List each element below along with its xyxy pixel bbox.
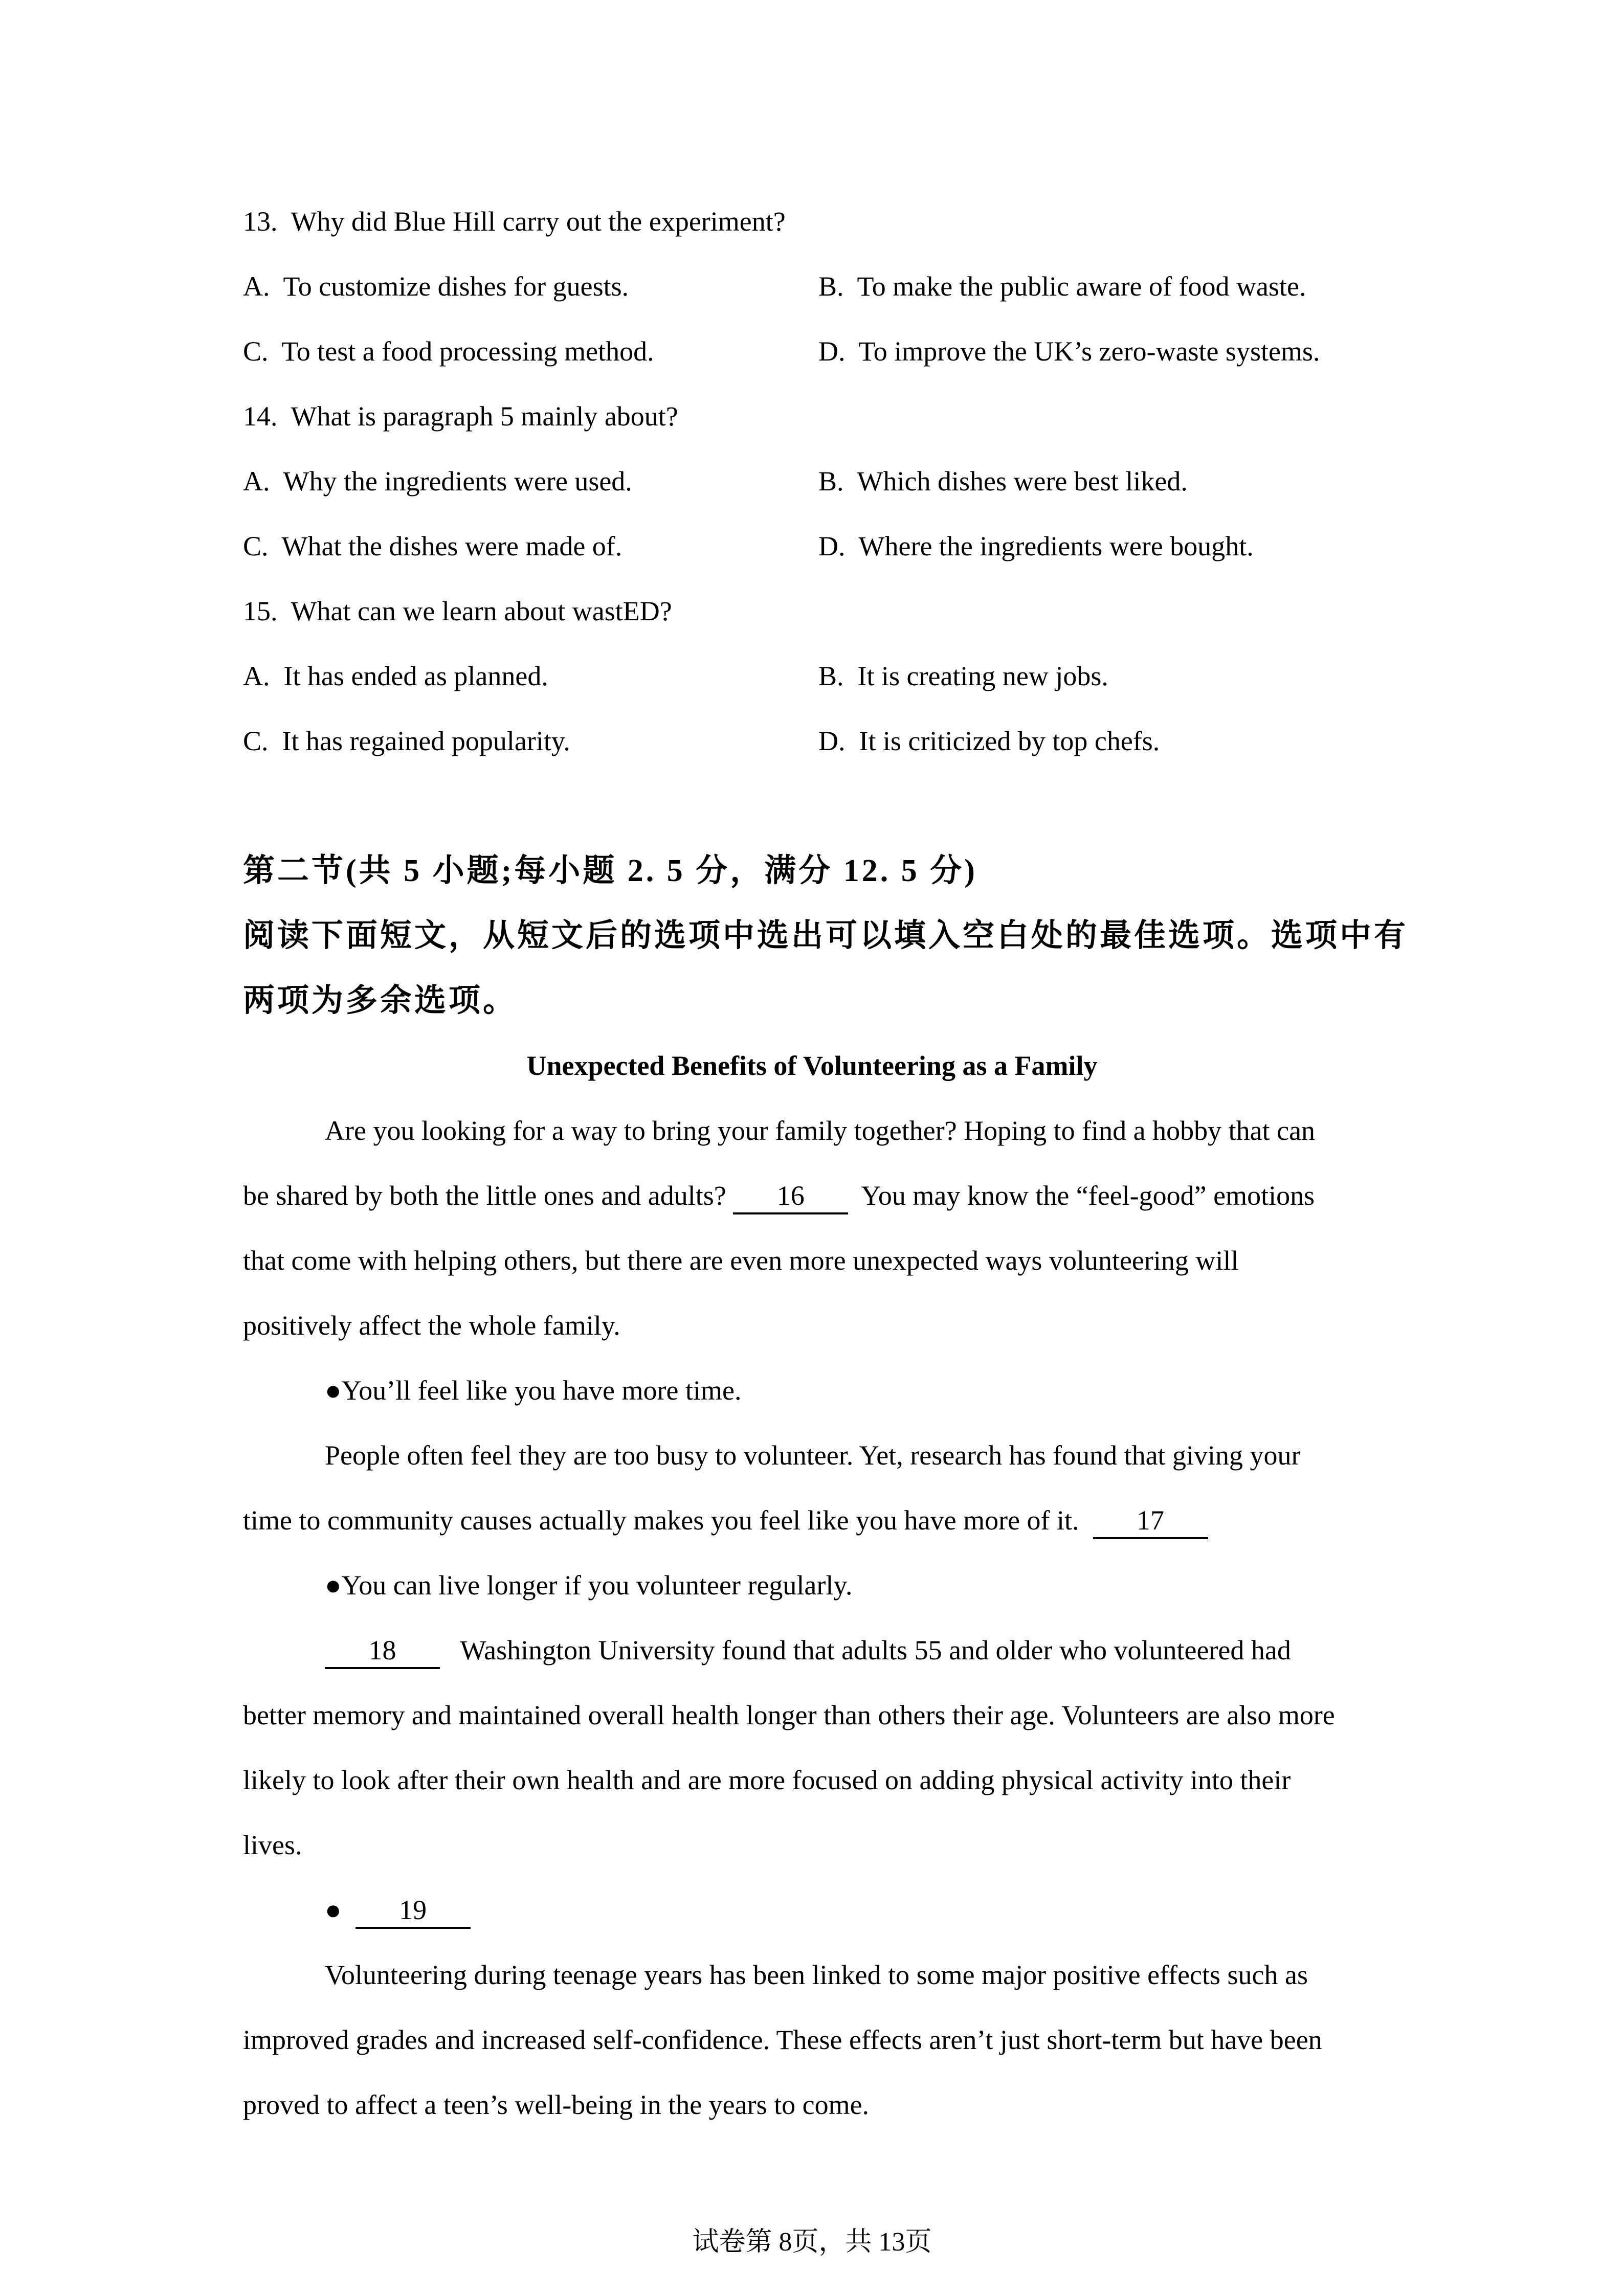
passage-text: time to community causes actually makes you feel like you have more of it.	[243, 1505, 1093, 1536]
passage-line: better memory and maintained overall health longer than others their age. Volunteers are also more	[243, 1700, 1335, 1730]
page-content	[243, 189, 1409, 2137]
passage-line: People often feel they are too busy to volunteer. Yet, research has found that giving your	[325, 1440, 1301, 1471]
question-13-options-ab	[243, 254, 1381, 319]
passage-line: improved grades and increased self-confidence. These effects aren’t just short-term but have been	[243, 2024, 1322, 2055]
option-14-c: C. What the dishes were made of.	[243, 531, 622, 561]
passage-line: Are you looking for a way to bring your family together? Hoping to find a hobby that can	[325, 1115, 1316, 1146]
passage-line: lives.	[243, 1830, 302, 1860]
section-gap	[243, 774, 1381, 839]
passage-text: be shared by both the little ones and adults?	[243, 1180, 733, 1211]
option-14-a: A. Why the ingredients were used.	[243, 466, 632, 497]
blank-17: 17	[1093, 1506, 1208, 1539]
bullet-symbol: ●	[325, 1895, 355, 1925]
passage-line-with-blank-18	[243, 1618, 1381, 1683]
passage-bullet-line-with-blank-19	[243, 1878, 1381, 1943]
question-14-options-ab	[243, 449, 1381, 514]
passage-text: You may know the “feel-good” emotions	[848, 1180, 1315, 1211]
option-15-b: B. It is creating new jobs.	[818, 661, 1108, 691]
passage-bullet-line: ●You can live longer if you volunteer regularly.	[325, 1570, 853, 1601]
question-15-options-cd	[243, 709, 1381, 774]
question-13-options-cd	[243, 319, 1381, 384]
question-14-options-cd	[243, 514, 1381, 579]
option-15-a: A. It has ended as planned.	[243, 661, 548, 691]
passage-bullet-line: ●You’ll feel like you have more time.	[325, 1375, 742, 1406]
option-13-b: B. To make the public aware of food waste.	[818, 271, 1306, 302]
passage-line: that come with helping others, but there are even more unexpected ways volunteering will	[243, 1245, 1239, 1276]
question-15-options-ab	[243, 644, 1381, 709]
passage-line-with-blank-16	[243, 1163, 1381, 1228]
question-15-stem: 15. What can we learn about wastED?	[243, 596, 672, 626]
option-13-c: C. To test a food processing method.	[243, 336, 654, 367]
option-15-c: C. It has regained popularity.	[243, 726, 570, 756]
option-14-b: B. Which dishes were best liked.	[818, 466, 1188, 497]
passage-title: Unexpected Benefits of Volunteering as a Family	[526, 1050, 1098, 1081]
page-footer: 试卷第 8页，共 13页	[692, 2227, 932, 2257]
section-instruction-line-1: 阅读下面短文，从短文后的选项中选出可以填入空白处的最佳选项。选项中有	[243, 918, 1409, 953]
passage-line: likely to look after their own health and are more focused on adding physical activity into their	[243, 1765, 1291, 1795]
question-14-stem: 14. What is paragraph 5 mainly about?	[243, 401, 678, 432]
blank-19: 19	[355, 1896, 471, 1929]
question-13-stem: 13. Why did Blue Hill carry out the experiment?	[243, 206, 786, 237]
passage-line: positively affect the whole family.	[243, 1310, 620, 1341]
blank-18: 18	[325, 1636, 440, 1669]
section-heading: 第二节(共 5 小题;每小题 2. 5 分，满分 12. 5 分)	[243, 853, 977, 888]
option-15-d: D. It is criticized by top chefs.	[818, 726, 1160, 756]
section-instruction-line-2: 两项为多余选项。	[243, 983, 518, 1018]
blank-16: 16	[733, 1182, 848, 1214]
passage-line: proved to affect a teen’s well-being in the years to come.	[243, 2089, 870, 2120]
option-14-d: D. Where the ingredients were bought.	[818, 531, 1254, 561]
option-13-d: D. To improve the UK’s zero-waste systems.	[818, 336, 1320, 367]
passage-text: Washington University found that adults 55 and older who volunteered had	[440, 1635, 1291, 1665]
option-13-a: A. To customize dishes for guests.	[243, 271, 629, 302]
passage-line: Volunteering during teenage years has been linked to some major positive effects such as	[325, 1960, 1308, 1990]
passage-line-with-blank-17	[243, 1488, 1381, 1553]
